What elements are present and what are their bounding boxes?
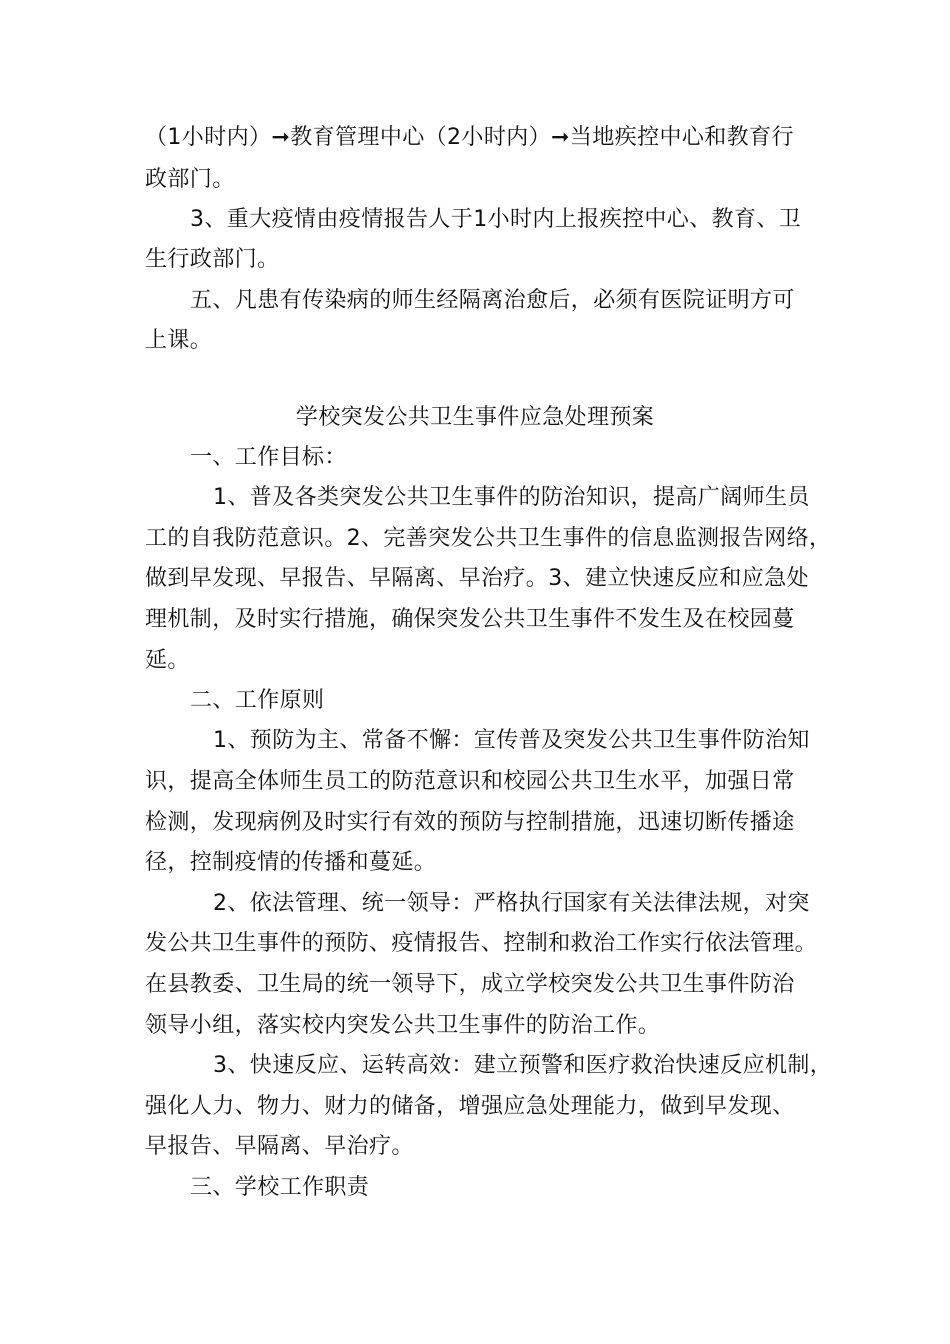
section-heading: 一、工作目标： (190, 445, 347, 470)
paragraph-line: 检测，发现病例及时实行有效的预防与控制措施，迅速切断传播途 (145, 810, 795, 835)
paragraph-line: 理机制，及时实行措施，确保突发公共卫生事件不发生及在校园蔓 (145, 607, 795, 632)
paragraph-line: 1、普及各类突发公共卫生事件的防治知识，提高广阔师生员 (213, 485, 810, 510)
paragraph-line: 工的自我防范意识。2、完善突发公共卫生事件的信息监测报告网络， (145, 526, 832, 551)
paragraph-line: 五、凡患有传染病的师生经隔离治愈后，必须有医院证明方可 (190, 288, 795, 313)
document-title: 学校突发公共卫生事件应急处理预案 (295, 405, 655, 430)
paragraph-line: 3、重大疫情由疫情报告人于1小时内上报疾控中心、教育、卫 (190, 207, 802, 232)
paragraph-line: 政部门。 (145, 167, 235, 192)
paragraph-line: 早报告、早隔离、早治疗。 (145, 1134, 414, 1159)
paragraph-line: 强化人力、物力、财力的储备，增强应急处理能力，做到早发现、 (145, 1094, 795, 1119)
paragraph-line: 领导小组，落实校内突发公共卫生事件的防治工作。 (145, 1013, 661, 1038)
paragraph-line: 1、预防为主、常备不懈：宣传普及突发公共卫生事件防治知 (213, 728, 810, 753)
paragraph-line: 上课。 (145, 328, 213, 353)
paragraph-line: 做到早发现、早报告、早隔离、早治疗。3、建立快速反应和应急处 (145, 566, 809, 591)
paragraph-line: 在县教委、卫生局的统一领导下，成立学校突发公共卫生事件防治 (145, 972, 795, 997)
section-heading: 二、工作原则 (190, 688, 325, 713)
paragraph-line: 2、依法管理、统一领导：严格执行国家有关法律法规，对突 (213, 891, 810, 916)
paragraph-line: 3、快速反应、运转高效：建立预警和医疗救治快速反应机制， (213, 1053, 833, 1078)
paragraph-line: 径，控制疫情的传播和蔓延。 (145, 850, 437, 875)
paragraph-line: （1小时内）➞教育管理中心（2小时内）➞当地疾控中心和教育行 (145, 125, 794, 150)
paragraph-line: 生行政部门。 (145, 247, 280, 272)
paragraph-line: 发公共卫生事件的预防、疫情报告、控制和救治工作实行依法管理。 (145, 931, 818, 956)
section-heading: 三、学校工作职责 (190, 1175, 370, 1200)
paragraph-line: 识，提高全体师生员工的防范意识和校园公共卫生水平，加强日常 (145, 769, 795, 794)
paragraph-line: 延。 (145, 648, 190, 673)
